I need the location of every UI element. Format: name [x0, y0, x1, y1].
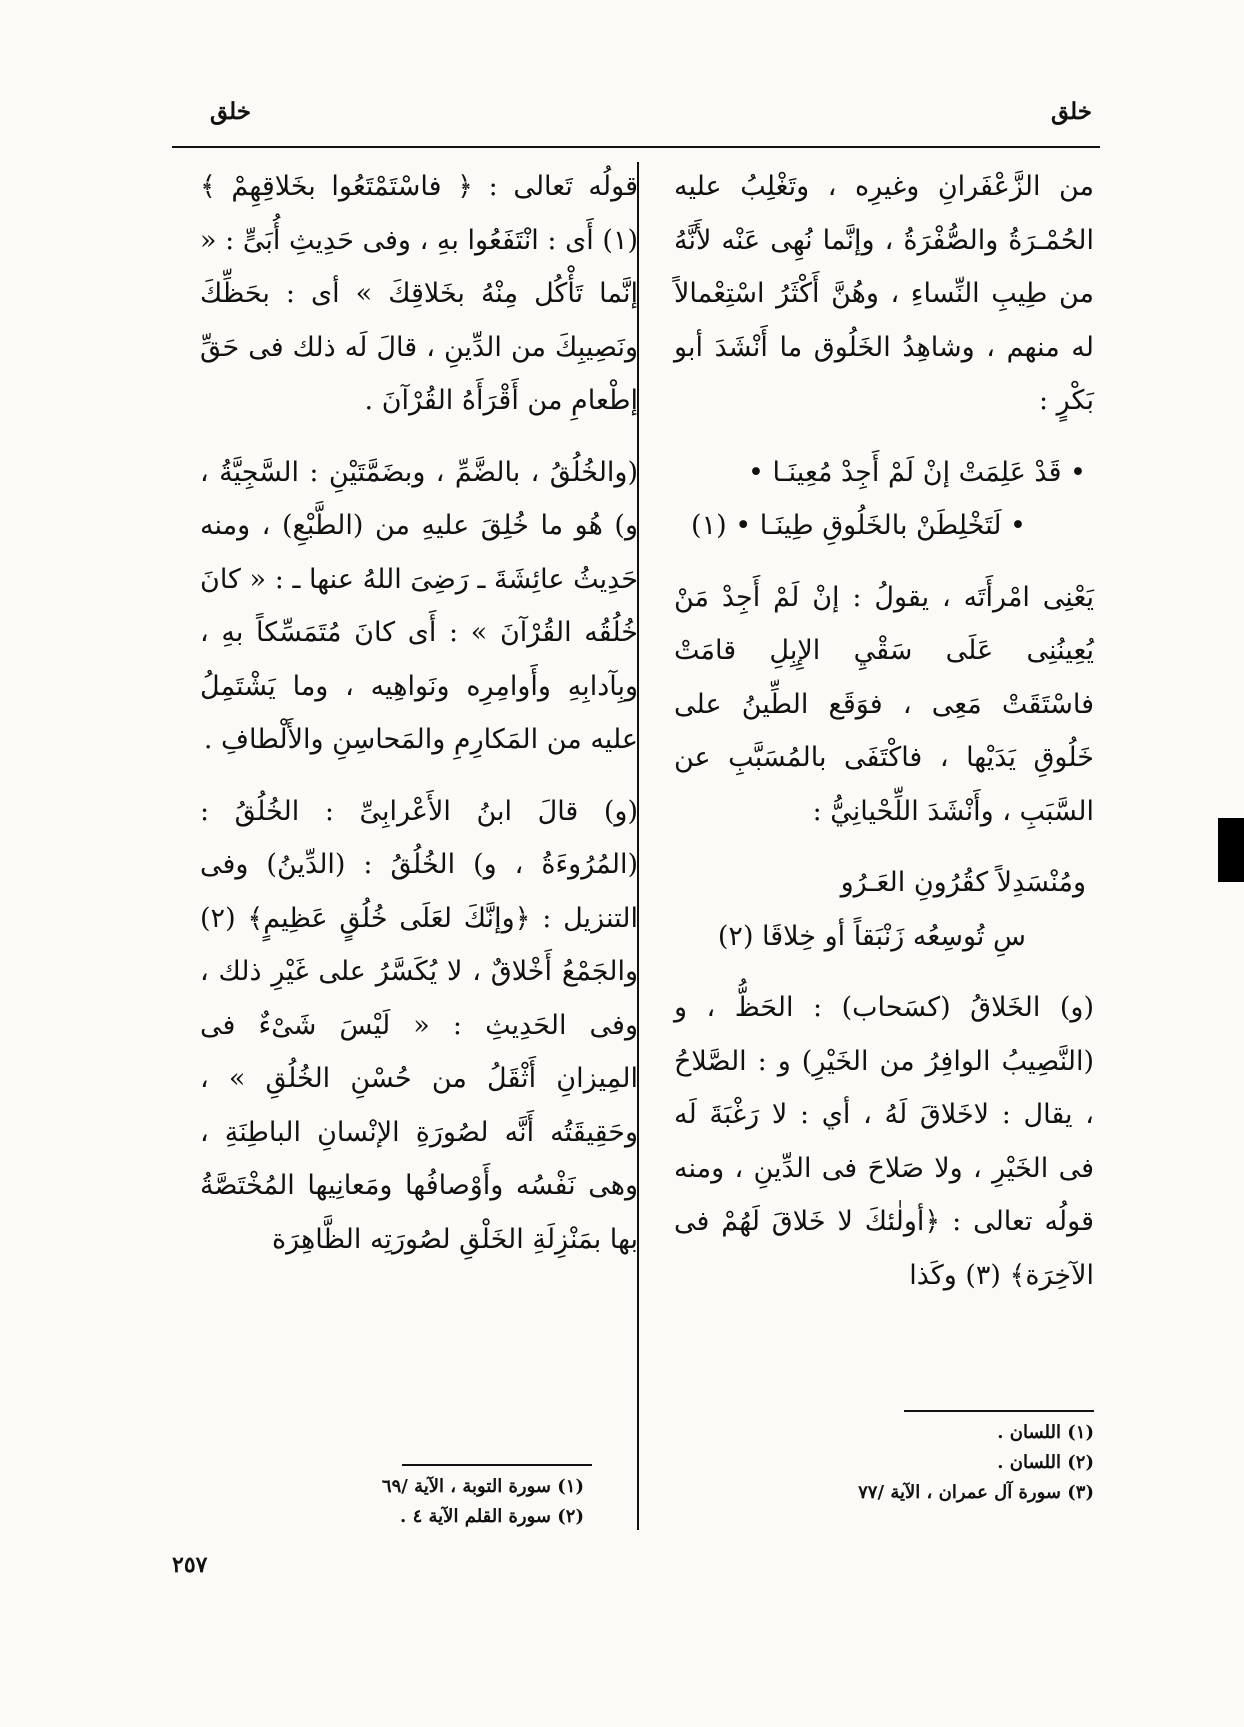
footnotes-right: [794, 1418, 1094, 1508]
footnote-left-2: (٢) سورة القلم الآية ٤ .: [400, 1506, 584, 1527]
left-paragraph-3: (و) قالَ ابنُ الأَعْرابِىِّ : الخُلُقُ : (المُرُوءَةُ ، و) الخُلُقُ : (الدِّينُ) وفى التنزيل : ﴿وإنَّكَ لعَلَى خُلُقٍ عَظِيمٍ﴾ (٢) والجَمْعُ أَخْلاقٌ ، لا يُكَسَّرُ على غَيْرِ ذلك ، وفى الحَدِيثِ : « لَيْسَ شَىْءٌ فى المِيزانِ أَثْقَلُ من حُسْنِ الخُلُقِ » ، وحَقِيقَتُه أَنَّه لصُورَةِ الإنْسانِ الباطِنَةِ ، وهى نَفْسُه وأَوْصافُها ومَعانِيها المُخْتَصَّةُ بها بمَنْزِلَةِ الخَلْقِ لصُورَتِه الظَّاهِرَة: [200, 795, 638, 1255]
footnote-right-1: (١) اللسان .: [997, 1422, 1094, 1443]
verse-2: [674, 856, 1094, 963]
right-column: [674, 160, 1094, 1320]
footnote-rule-left: [402, 1464, 592, 1466]
header-title-right: خلق: [1050, 98, 1092, 125]
verse-2-line-2: سِ تُوسِعُه زَنْبَقاً أو خِلاقَا (٢): [717, 920, 1026, 952]
verse-1: [674, 446, 1094, 553]
left-column: [200, 160, 638, 1284]
footnote-left-1: (١) سورة التوبة ، الآية /٦٩: [381, 1476, 584, 1497]
footnote-right-3: (٣) سورة آل عمران ، الآية /٧٧: [858, 1482, 1094, 1503]
left-paragraph-1: قولُه تَعالى : ﴿ فاسْتَمْتَعُوا بخَلاقِهِمْ ﴾ (١) أَى : انْتَفَعُوا بهِ ، وفى حَدِيثِ أُبَىٍّ : « إنَّما تَأْكُل مِنْهُ بخَلاقِكَ » أى : بحَظِّكَ ونَصِيبِكَ من الدِّينِ ، قالَ لَه ذلك فى حَقِّ إطْعامِ من أَقْرَأَهُ القُرْآنَ .: [200, 171, 638, 416]
left-paragraph-2: (والخُلُقُ ، بالضَّمِّ ، وبضَمَّتَيْنِ : السَّجِيَّةُ ، و) هُو ما خُلِقَ عليهِ من (الطَّبْعِ) ، ومنه حَدِيثُ عائِشَةَ ـ رَضِىَ اللهُ عنها ـ : « كانَ خُلُقُه القُرْآنَ » : أَى كانَ مُتَمَسِّكاً بهِ ، وبِآدابِهِ وأَوامِرِه ونَواهِيه ، وما يَشْتَمِلُ عليه من المَكارِمِ والمَحاسِنِ والأَلْطافِ .: [200, 456, 638, 755]
verse-2-line-1: ومُنْسَدِلاً كقُرُونِ العَـرُو: [840, 867, 1086, 898]
footnotes-left: [284, 1472, 584, 1532]
header-rule: [172, 146, 1100, 148]
thumb-index-mark: [1218, 818, 1244, 882]
right-paragraph-2: يَعْنِى امْرأَتَه ، يقولُ : إنْ لَمْ أَجِدْ مَنْ يُعِينُنِى عَلَى سَقْيِ الإِبِلِ قامَتْ فاسْتَقَتْ مَعِى ، فوَقَع الطِّينُ على خَلُوقِ يَدَيْها ، فاكْتَفَى بالمُسَبَّبِ عن السَّبَبِ ، وأَنْشَدَ اللِّحْيانِيُّ :: [674, 581, 1094, 827]
verse-1-line-2: • لَتَخْلِطَنْ بالخَلُوقِ طِينَـا • (١): [691, 510, 1026, 541]
header-title-left: خلق: [210, 98, 252, 125]
page-number: ٢٥٧: [172, 1552, 208, 1578]
right-paragraph-1: من الزَّعْفَرانِ وغيرِه ، وتَغْلِبُ عليه الحُمْـرَةُ والصُّفْرَةُ ، وإنَّما نُهِى عَنْه لأَنَّهُ من طِيبِ النِّساءِ ، وهُنَّ أَكْثَرُ اسْتِعْمالاً له منهم ، وشاهِدُ الخَلُوق ما أَنْشَدَ أبو بَكْرٍ :: [674, 171, 1094, 416]
footnote-rule-right: [904, 1410, 1094, 1412]
right-paragraph-3: (و) الخَلاقُ (كسَحاب) : الحَظُّ ، و (النَّصِيبُ الوافِرُ من الخَيْرِ) و : الصَّلاحُ ، يقال : لاخَلاقَ لَهُ ، أي : لا رَغْبَةَ لَه فى الخَيْرِ ، ولا صَلاحَ فى الدِّينِ ، ومنه قولُه تعالى : ﴿أولٰئكَ لا خَلاقَ لَهُمْ فى الآخِرَة﴾ (٣) وكَذا: [674, 992, 1094, 1291]
footnote-right-2: (٢) اللسان .: [997, 1452, 1094, 1473]
verse-1-line-1: • قَدْ عَلِمَتْ إنْ لَمْ أَجِدْ مُعِينَـا •: [748, 456, 1086, 488]
